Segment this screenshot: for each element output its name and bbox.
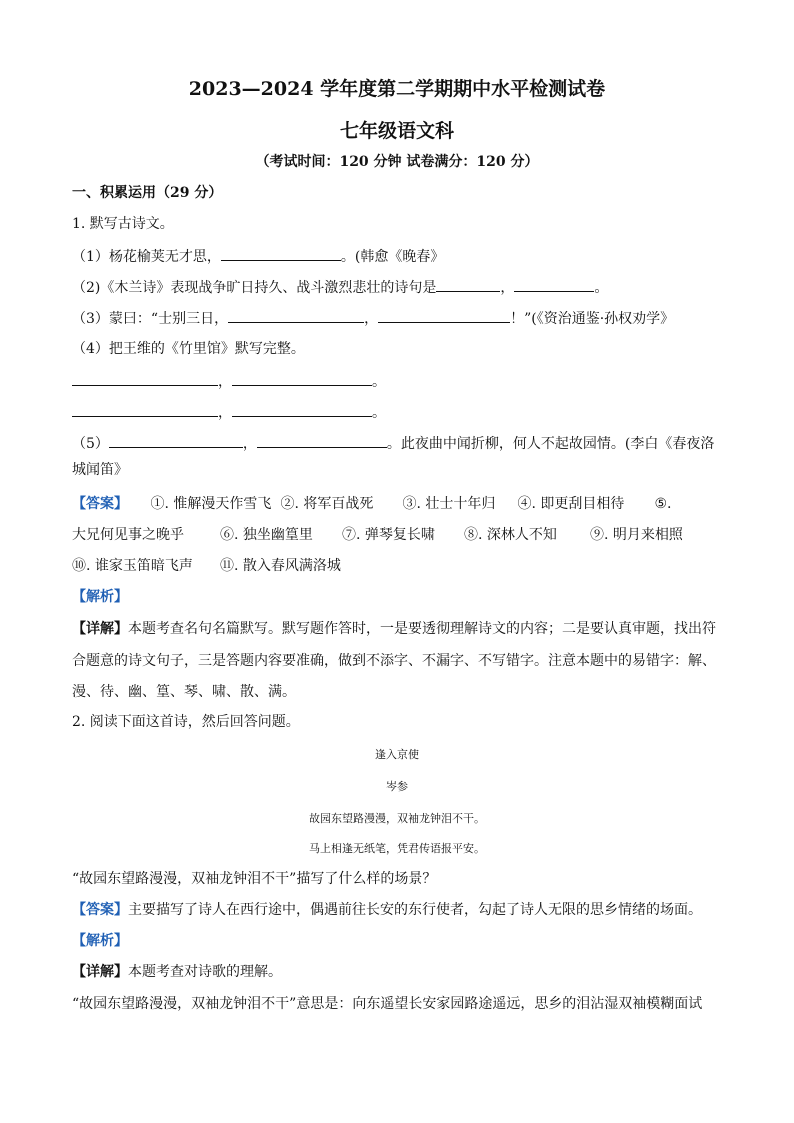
- answer-item: ⑥. 独坐幽篁里: [220, 527, 313, 543]
- detail-line-3: 漫、待、幽、篁、琴、啸、散、满。: [72, 684, 296, 700]
- answer-items-3: [72, 558, 370, 574]
- q1-p3-text: （3）蒙曰：“士别三日，: [72, 311, 229, 327]
- answer-blank: [514, 277, 594, 292]
- answer-item: ⑦. 弹琴复长啸: [342, 527, 435, 543]
- answer-line-3: [72, 557, 370, 575]
- answer-blank: [232, 371, 372, 386]
- q1-part-4-blanks-2: [72, 402, 386, 422]
- poem-author: 岑参: [386, 780, 408, 793]
- q1-p2-text: （2)《木兰诗》表现战争旷日持久、战斗激烈悲壮的诗句是: [72, 280, 437, 296]
- answer-item: ⑧. 深林人不知: [464, 527, 557, 543]
- analysis-label: 【解析】: [72, 933, 128, 949]
- answer-item: ①. 惟解漫天作雪飞: [150, 496, 272, 512]
- q1-p2-period: 。: [594, 280, 609, 296]
- answer-label: 【答案】: [72, 902, 128, 918]
- answer-item: ⑨. 明月来相照: [590, 527, 683, 543]
- answer-blank: [378, 308, 510, 323]
- answer-item: ⑩. 谁家玉笛暗飞声: [72, 558, 193, 574]
- answer-line-1: [72, 495, 694, 513]
- q1-part-4-blanks-1: [72, 371, 386, 391]
- q2-answer: [72, 901, 702, 919]
- detail-label: 【详解】: [72, 964, 128, 980]
- poem-line-1: 故园东望路漫漫，双袖龙钟泪不干。: [309, 812, 485, 825]
- exam-info: （考试时间：120 分钟 试卷满分：120 分）: [255, 154, 539, 170]
- poem-line-2: 马上相逢无纸笔，凭君传语报平安。: [309, 842, 485, 855]
- answer-blank: [436, 277, 500, 292]
- exam-subtitle: 七年级语文科: [339, 120, 454, 142]
- q1-p5-comma: ，: [242, 436, 257, 452]
- detail-label: 【详解】: [72, 621, 128, 637]
- answer-text: 主要描写了诗人在西行途中，偶遇前往长安的东行使者，勾起了诗人无限的思乡情绪的场面。: [128, 902, 702, 918]
- period: 。: [372, 374, 386, 390]
- answer-blank: [109, 433, 243, 448]
- answer-blank: [228, 308, 364, 323]
- comma: ，: [218, 405, 232, 421]
- answer-item: 大兄何见事之晚乎: [72, 527, 184, 543]
- q2-detail-1: [72, 963, 282, 981]
- detail-line-1: [72, 620, 716, 638]
- answer-blank: [72, 371, 218, 386]
- answer-blank: [221, 246, 341, 261]
- q1-p3-comma: ，: [364, 311, 379, 327]
- q1-p3-source: ！”(《资治通鉴·孙权劝学》: [510, 311, 675, 327]
- q1-p2-comma: ，: [500, 280, 515, 296]
- answer-item: ②. 将军百战死: [280, 496, 374, 512]
- question-2-prompt: “故园东望路漫漫，双袖龙钟泪不干”描写了什么样的场景？: [72, 871, 437, 887]
- answer-item: ⑪. 散入春风满洛城: [220, 558, 341, 574]
- q1-part-5-cont: 城闻笛》: [72, 462, 128, 478]
- q1-p5-text: 。此夜曲中闻折柳，何人不起故园情。(李白《春夜洛: [386, 436, 715, 452]
- analysis-label: 【解析】: [72, 589, 128, 605]
- q1-part-5: [72, 433, 714, 453]
- answer-blank: [257, 433, 387, 448]
- answer-blank: [72, 402, 218, 417]
- section-heading: 一、积累运用（29 分）: [72, 185, 223, 201]
- answer-line-2: [72, 526, 690, 544]
- period: 。: [372, 405, 386, 421]
- exam-title: 2023—2024 学年度第二学期期中水平检测试卷: [188, 78, 606, 100]
- answer-item: ⑤.: [654, 496, 672, 512]
- q2-detail-2: “故园东望路漫漫，双袖龙钟泪不干”意思是：向东遥望长安家园路途遥远，思乡的泪沾湿双袖模糊面试: [72, 996, 703, 1012]
- question-1-stem: 1. 默写古诗文。: [72, 216, 174, 232]
- detail-text: 本题考查名句名篇默写。默写题作答时，一是要透彻理解诗文的内容；二是要认真审题，找出符: [128, 621, 716, 637]
- answer-item: ③. 壮士十年归: [402, 496, 496, 512]
- q1-part-3: [72, 308, 674, 328]
- q1-p1-source: 。(韩愈《晚春》: [340, 249, 445, 265]
- q1-part-2: [72, 277, 608, 297]
- detail-text: 本题考查对诗歌的理解。: [128, 964, 282, 980]
- answer-item: ④. 即更刮目相待: [517, 496, 625, 512]
- comma: ，: [218, 374, 232, 390]
- answer-blank: [232, 402, 372, 417]
- answer-items-1: [150, 496, 694, 512]
- q1-p1-text: （1）杨花榆荚无才思，: [72, 249, 221, 265]
- question-2-stem: 2. 阅读下面这首诗，然后回答问题。: [72, 714, 300, 730]
- detail-line-2: 合题意的诗文句子，三是答题内容要准确，做到不添字、不漏字、不写错字。注意本题中的易错字：解、: [72, 653, 716, 669]
- answer-label: 【答案】: [72, 496, 128, 512]
- poem-title: 逢入京使: [375, 748, 419, 761]
- q1-p5-label: （5）: [72, 436, 109, 452]
- q1-part-4: （4）把王维的《竹里馆》默写完整。: [72, 341, 305, 357]
- answer-items-2: [72, 527, 690, 543]
- q1-part-1: [72, 246, 444, 266]
